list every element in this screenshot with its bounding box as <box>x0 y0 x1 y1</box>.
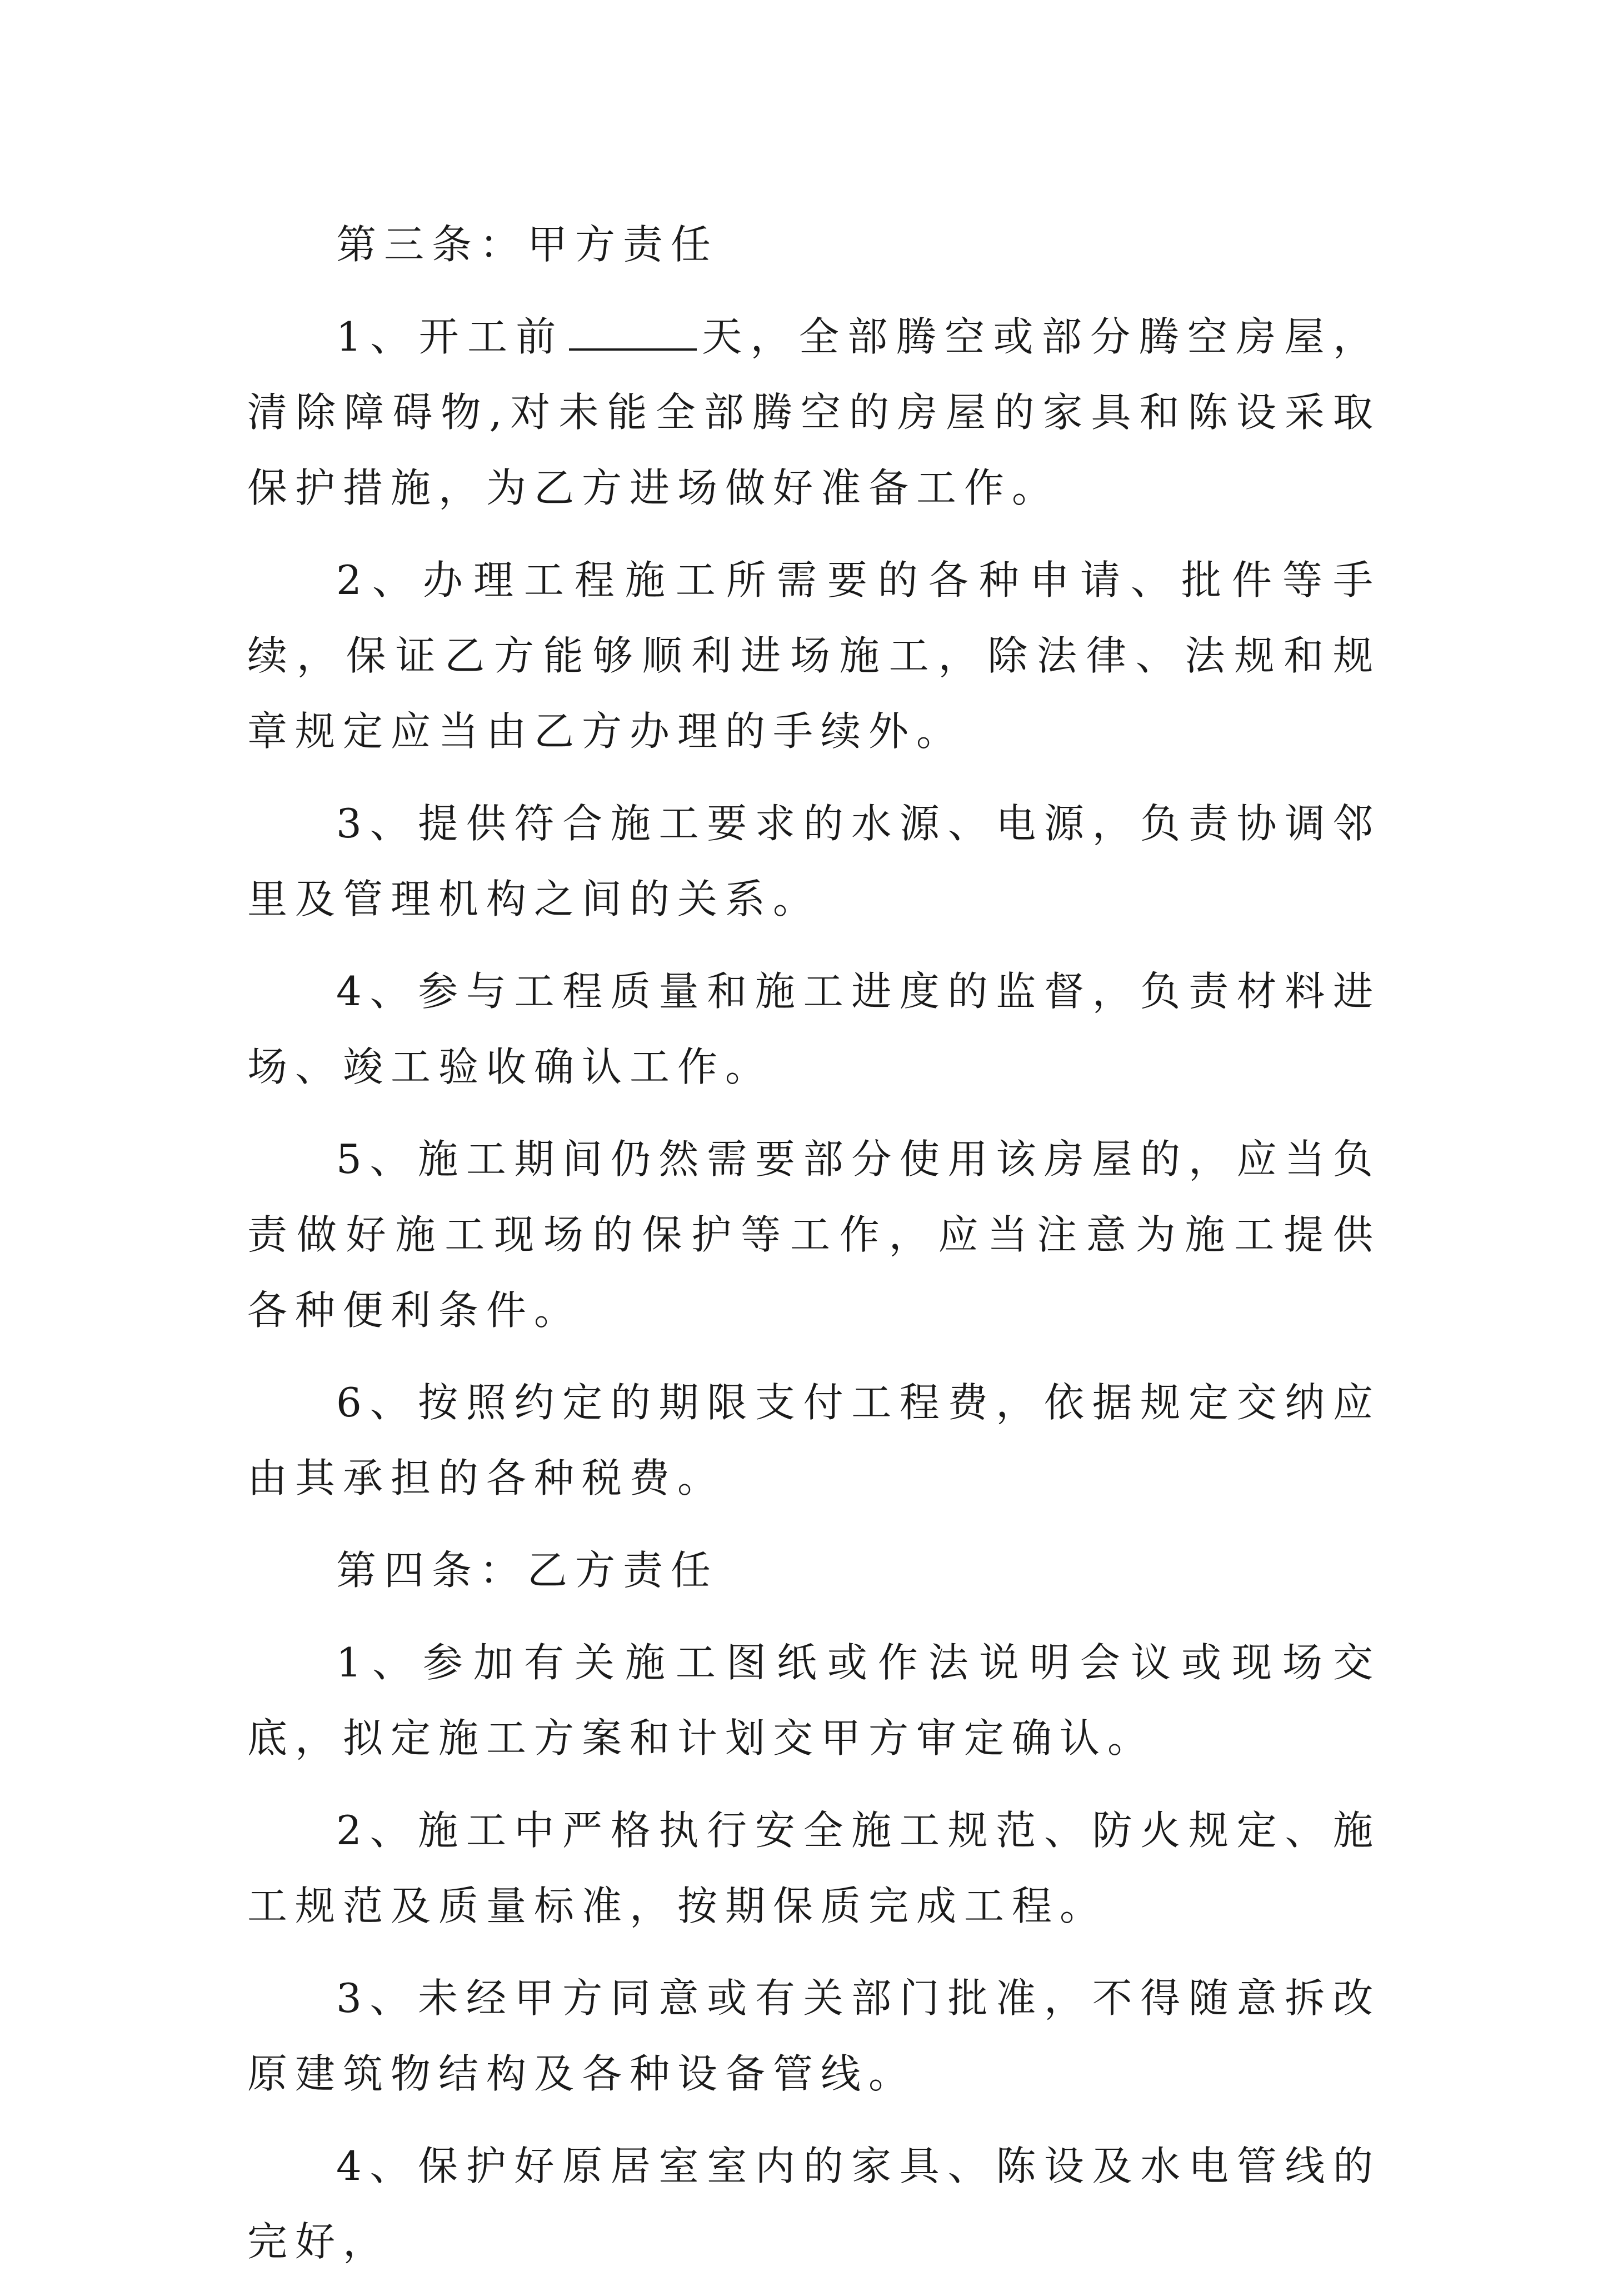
section-heading-article-3: 第三条：甲方责任 <box>336 221 719 268</box>
clause-3-1-rest: 天，全部腾空或部分腾空房屋，清除障碍物,对未能全部腾空的房屋的家具和陈设采取保护措施，为乙方进场做好准备工作。 <box>247 313 1381 511</box>
document-body <box>247 207 1381 2296</box>
clause-4-4: 4、保护好原居室室内的家具、陈设及水电管线的完好， <box>247 2143 1381 2265</box>
clause-3-1 <box>247 299 1381 526</box>
clause-3-1-lead: 1、开工前 <box>336 313 565 360</box>
clause-4-3: 3、未经甲方同意或有关部门批准，不得随意拆改原建筑物结构及各种设备管线。 <box>247 1975 1381 2097</box>
section-heading-article-4: 第四条：乙方责任 <box>336 1547 719 1594</box>
clause-3-5: 5、施工期间仍然需要部分使用该房屋的，应当负责做好施工现场的保护等工作，应当注意为施工提供各种便利条件。 <box>247 1136 1381 1334</box>
clause-3-3: 3、提供符合施工要求的水源、电源，负责协调邻里及管理机构之间的关系。 <box>247 800 1381 922</box>
clause-4-2: 2、施工中严格执行安全施工规范、防火规定、施工规范及质量标准，按期保质完成工程。 <box>247 1807 1381 1929</box>
clause-3-4: 4、参与工程质量和施工进度的监督，负责材料进场、竣工验收确认工作。 <box>247 968 1381 1090</box>
clause-3-2: 2、办理工程施工所需要的各种申请、批件等手续，保证乙方能够顺利进场施工，除法律、法规和规章规定应当由乙方办理的手续外。 <box>247 557 1381 755</box>
clause-4-1: 1、参加有关施工图纸或作法说明会议或现场交底，拟定施工方案和计划交甲方审定确认。 <box>247 1639 1381 1761</box>
fill-in-blank-days <box>569 346 697 351</box>
clause-3-6: 6、按照约定的期限支付工程费，依据规定交纳应由其承担的各种税费。 <box>247 1379 1381 1501</box>
